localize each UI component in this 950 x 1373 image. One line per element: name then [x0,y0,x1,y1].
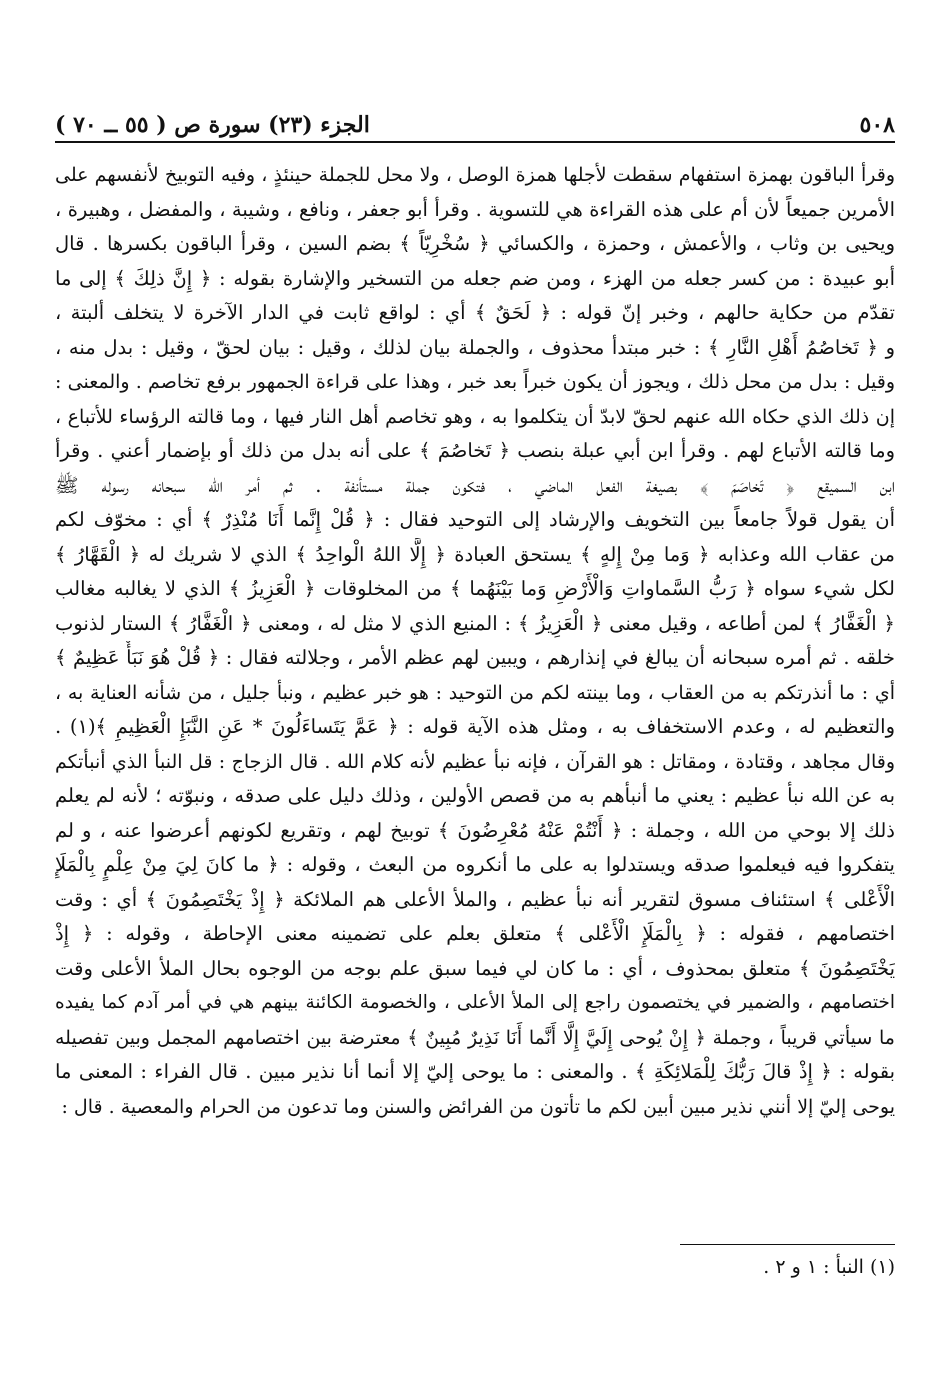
text-line: لكل شيء سواه ﴿ رَبُّ السَّماواتِ وَالْأَرْضِ وَما بَيْنَهُما ﴾ من المخلوقات ﴿ الْعَزِيزُ ﴾ الذي لا يغالبه مغالب [55,577,895,600]
text-line: من عقاب الله وعذابه ﴿ وَما مِنْ إِلهٍ ﴾ يستحق العبادة ﴿ إِلَّا اللهُ الْواحِدُ ﴾ الذي لا شريك له ﴿ الْقَهَّارُ ﴾ [55,542,895,566]
text-line: بقوله : ﴿ إِذْ قالَ رَبُّكَ لِلْمَلائِكَةِ ﴾ . والمعنى : ما يوحى إليّ إلا أنما أنا نذير مبين . قال الفراء : المعنى ما [55,1060,895,1083]
text-line: والتعظيم له ، وعدم الاستخفاف به ، ومثل هذه الآية قوله : ﴿ عَمَّ يَتَساءَلُونَ * عَنِ النَّبَإِ الْعَظِيمِ ﴾(١) . [55,715,895,738]
text-line: اختصامهم ، والضمير في يختصمون راجع إلى الملأ الأعلى ، والخصومة الكائنة بينهم هي في أمر آدم كما يفيده [55,992,895,1013]
text-line: يَخْتَصِمُونَ ﴾ متعلق بمحذوف ، أي : ما كان لي فيما سبق علم بوجه من الوجوه بحال الملأ الأعلى وقت [55,956,895,980]
text-line: خلقه . ثم أمره سبحانه أن يبالغ في إنذارهم ، ويبين لهم عظم الأمر ، وجلالته فقال : ﴿ قُلْ هُوَ نَبَأٌ عَظِيمٌ ﴾ [55,646,895,669]
footnote-rule [680,1244,895,1245]
text-line: يوحى إليّ إلا أنني نذير مبين أبين لكم ما تأتون من الفرائض والسنن وما تدعون من الحرام والمعصية . قال : [61,1095,895,1118]
text-line: اختصامهم ، فقوله : ﴿ بِالْمَلَإِ الْأَعْلى ﴾ متعلق بعلم على تضمينه معنى الإحاطة ، وقوله : ﴿ إِذْ [55,922,895,945]
text-line: الأمرين جميعاً لأن أم على هذه القراءة هي للتسوية . وقرأ أبو جعفر ، ونافع ، وشيبة ، والمفضل ، وهبيرة ، [55,197,895,221]
page-number: ٥٠٨ [859,112,895,138]
text-line: وقرأ الباقون بهمزة استفهام سقطت لأجلها همزة الوصل ، ولا محل للجملة حينئذٍ ، وفيه التوبيخ لأنفسهم على [55,164,895,186]
footnote: (١) النبأ : ١ و ٢ . [763,1256,895,1278]
text-line: ذلك إلا بوحي من الله ، وجملة : ﴿ أَنْتُمْ عَنْهُ مُعْرِضُونَ ﴾ توبيخ لهم ، وتقريع لكونهم أعرضوا عنه ، و لم [55,818,895,842]
text-line: ما سيأتي قريباً ، وجملة ﴿ إِنْ يُوحى إِلَيَّ إِلَّا أَنَّما أَنَا نَذِيرٌ مُبِينٌ ﴾ معترضة بين اختصامهم المجمل وبين تفصيله [55,1026,895,1049]
text-line: الْأَعْلى ﴾ استئناف مسوق لتقرير أنه نبأ عظيم ، والملأ الأعلى هم الملائكة ﴿ إِذْ يَخْتَصِمُونَ ﴾ أي : وقت [55,887,895,911]
text-line: يتفكروا فيه فيعلموا صدقه ويستدلوا به على ما أنكروه من البعث ، وقوله : ﴿ ما كانَ لِيَ مِنْ عِلْمٍ بِالْمَلَإِ [55,853,895,876]
text-line: أبو عبيدة : من كسر جعله من الهزء ، ومن ضم جعله من التسخير والإشارة بقوله : ﴿ إِنَّ ذلِكَ ﴾ إلى ما [55,266,895,290]
text-line: ﴿ الْغَفَّارُ ﴾ لمن أطاعه ، وقيل معنى ﴿ الْعَزِيزُ ﴾ : المنيع الذي لا مثل له ، ومعنى ﴿ الْغَفَّارُ ﴾ الستار لذنوب [55,611,895,635]
text-line: إن ذلك الذي حكاه الله عنهم لحقّ لابدّ أن يتكلموا به ، وهو تخاصم أهل النار فيها ، وما قالته الرؤساء للأتباع ، [55,405,895,428]
text-line: أن يقول قولاً جامعاً بين التخويف والإرشاد إلى التوحيد فقال : ﴿ قُلْ إِنَّما أَنَا مُنْذِرٌ ﴾ أي : مخوّف لكم [55,508,895,531]
text-line: أي : ما أنذرتكم به من العقاب ، وما بينته لكم من التوحيد : هو خبر عظيم ، ونبأ جليل ، من شأنه العناية به ، [55,681,895,704]
text-line: وقال مجاهد ، وقتادة ، ومقاتل : هو القرآن ، فإنه نبأ عظيم لأنه كلام الله . قال الزجاج : قل النبأ الذي أنبأتكم [55,750,895,773]
body-text [55,158,895,1124]
text-line: ابن السميقع ﴿ تَخاصَمَ ﴾ بصيغة الفعل الماضي ، فتكون جملة مستأنفة . ثم أمر الله سبحانه رسوله ﷺ [55,473,895,497]
text-line: تقدّم من حكاية حالهم ، وخبر إنّ قوله : ﴿ لَحَقٌ ﴾ أي : لواقع ثابت في الدار الآخرة لا يتخلف ألبتة ، [55,301,895,324]
page-header [55,98,895,138]
text-line: ويحيى بن وثاب ، والأعمش ، وحمزة ، والكسائي ﴿ سُخْرِيّاً ﴾ بضم السين ، وقرأ الباقون بكسرها . قال [55,232,895,255]
text-line: به عن الله نبأ عظيم : يعني ما أنبأهم به من قصص الأولين ، وذلك دليل على صدقه ، ونبوّته ؛ لأنه لم يعلم [55,784,895,807]
header-rule [55,141,895,143]
running-title: الجزء (٢٣) سورة ص ( ٥٥ ــ ٧٠ ) [55,112,370,138]
text-line: و ﴿ تَخاصُمُ أَهْلِ النَّارِ ﴾ : خبر مبتدأ محذوف ، والجملة بيان لذلك ، وقيل : بيان لحقّ ، وقيل : بدل منه ، [55,335,895,359]
text-line: وما قالته الأتباع لهم . وقرأ ابن أبي عبلة بنصب ﴿ تَخاصُمَ ﴾ على أنه بدل من ذلك أو بإضمار أعني . وقرأ [55,439,895,462]
text-line: وقيل : بدل من محل ذلك ، ويجوز أن يكون خبراً بعد خبر ، وهذا على قراءة الجمهور برفع تخاصم . والمعنى : [55,371,895,393]
